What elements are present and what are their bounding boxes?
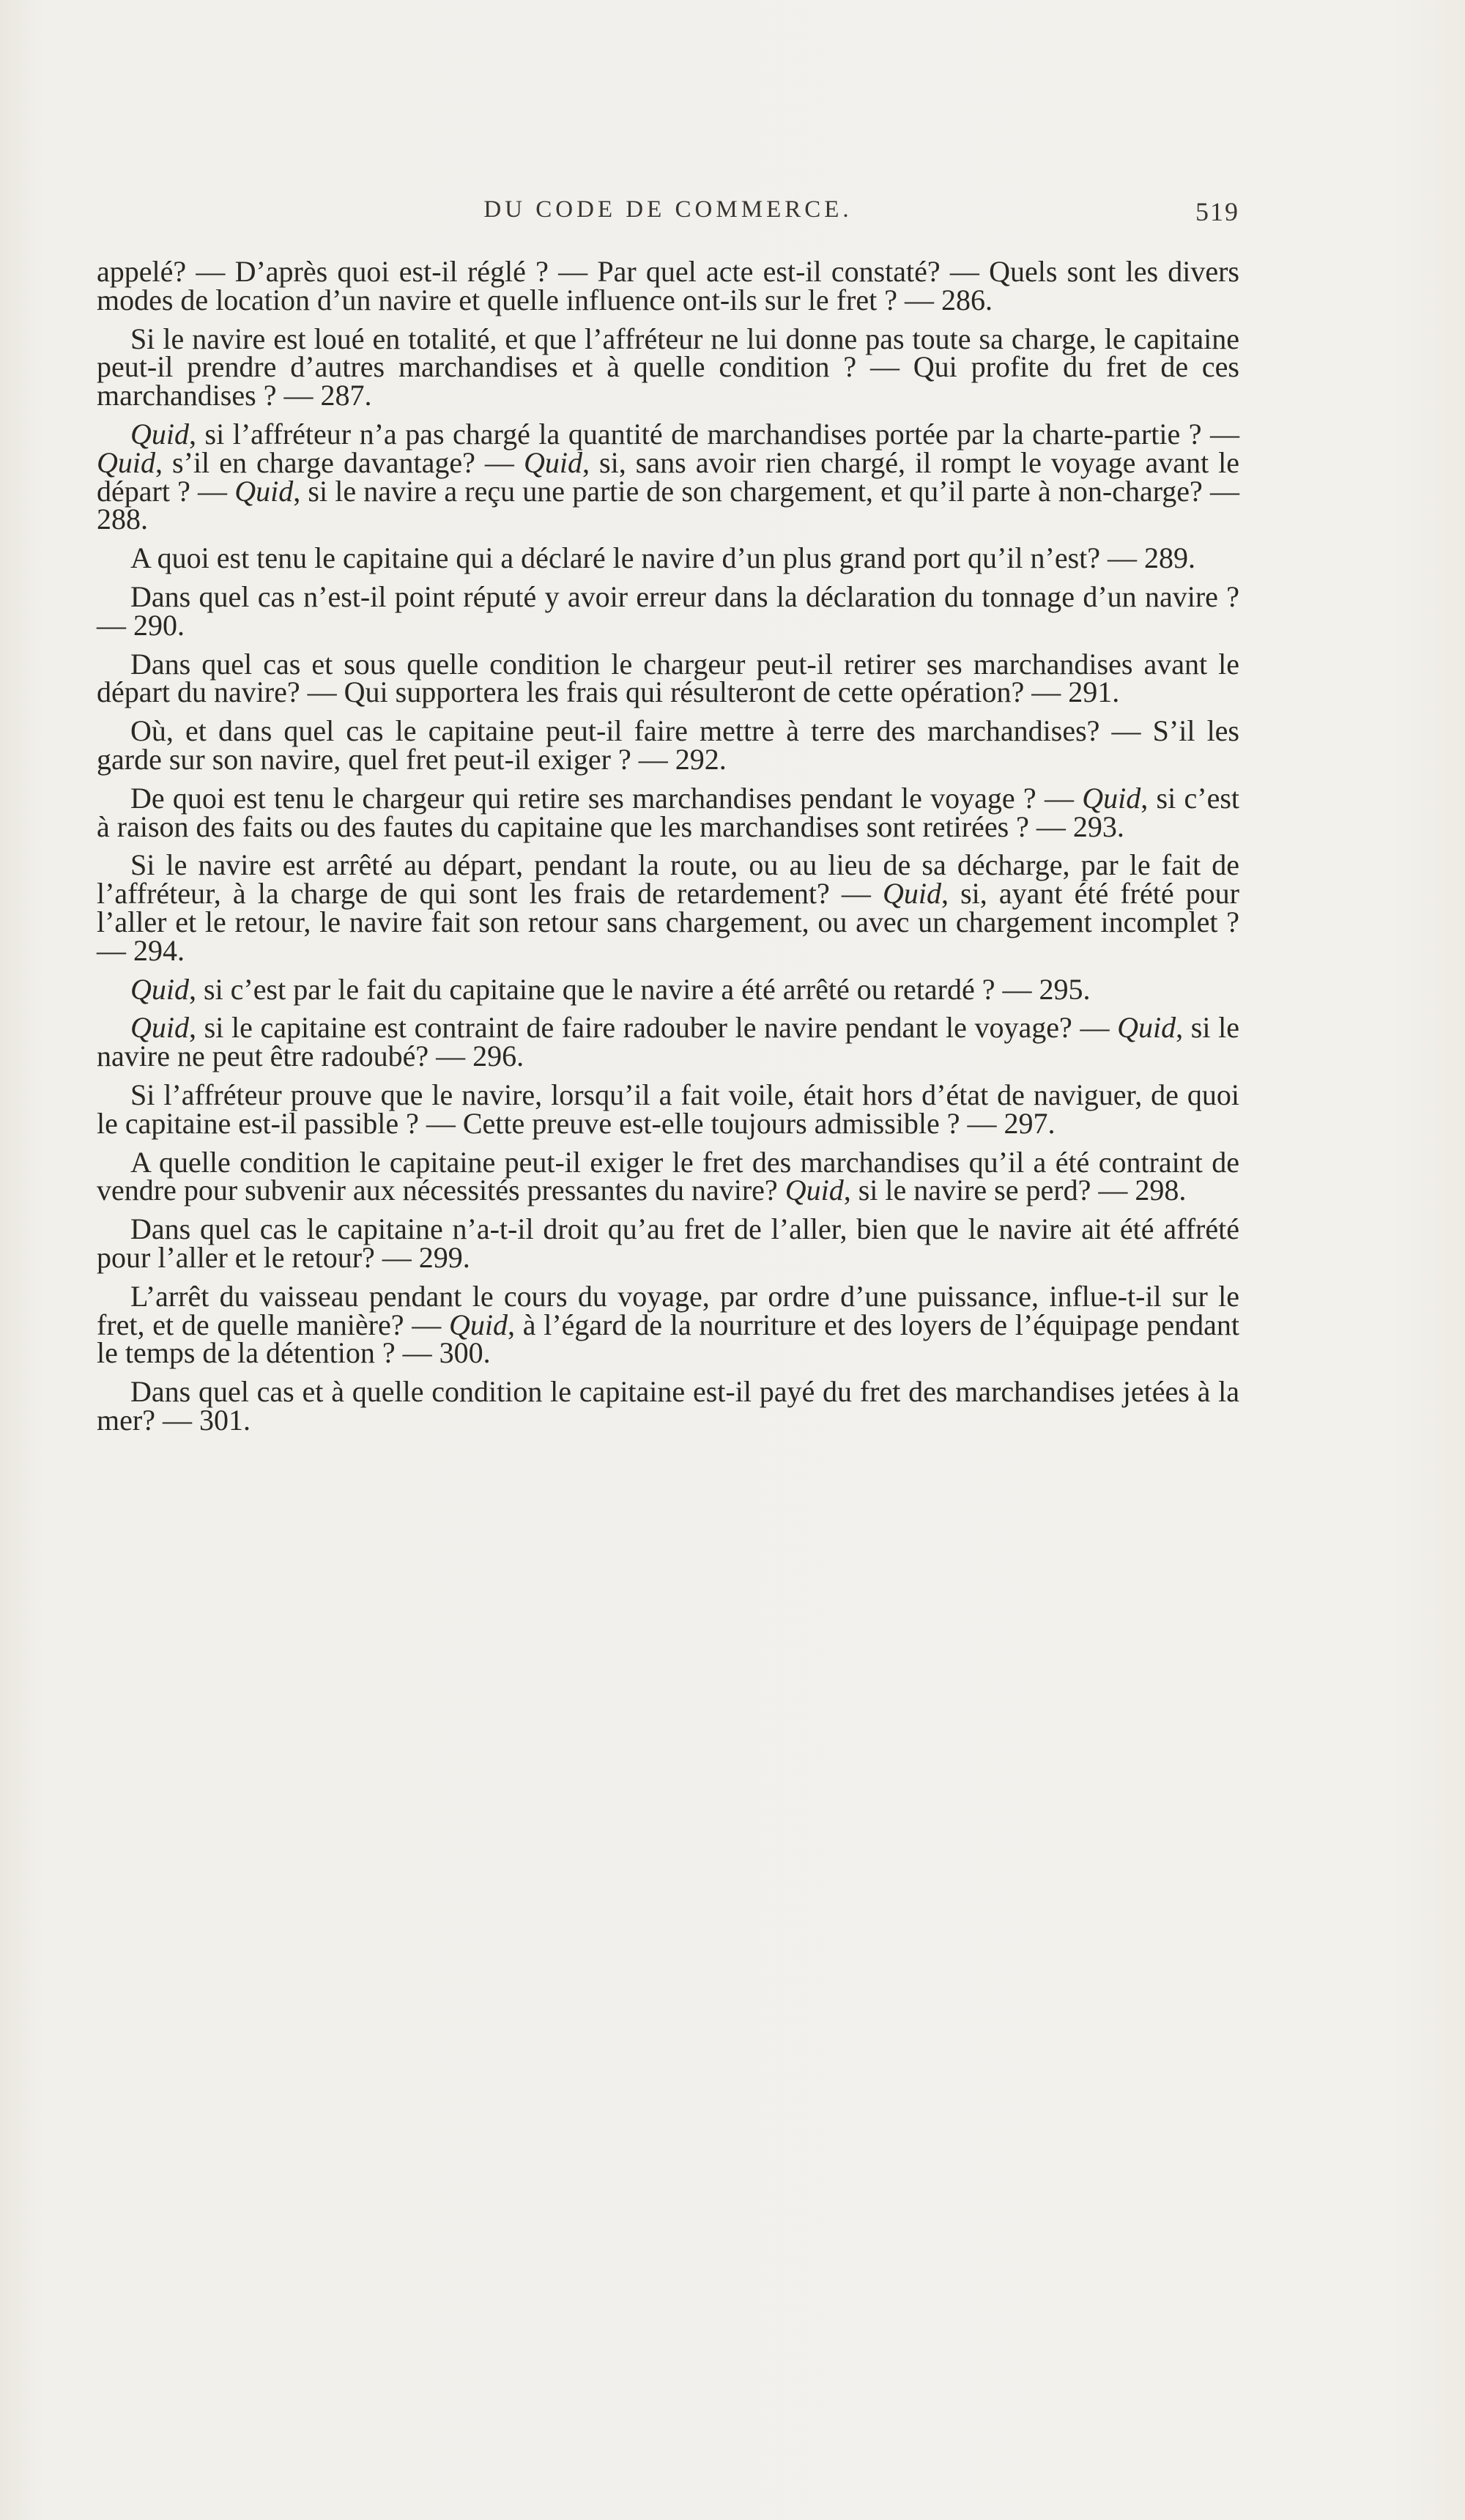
text-run: , à l’égard de la nourriture et des loyers de l’équipage pendant le temps de la détention ? — 300. [97, 1308, 1239, 1370]
page-number: 519 [1195, 197, 1239, 226]
question-paragraph [97, 541, 1239, 575]
text-run: , si le navire ne peut être radoubé? — 296. [97, 1011, 1240, 1073]
body-text [97, 255, 1240, 1445]
text-run: , s’il en charge davantage? — [155, 445, 524, 479]
italic-term: Quid [1117, 1011, 1176, 1045]
italic-term: Quid [130, 972, 189, 1006]
question-paragraph [97, 417, 1240, 536]
question-paragraph [97, 1011, 1240, 1073]
text-run: Si l’affréteur prouve que le navire, lorsqu’il a fait voile, était hors d’état de naviguer, de quoi le capitaine est-il passible ? — Cette preuve est-elle toujours admissible ? — 297. [97, 1078, 1239, 1140]
question-paragraph [97, 647, 1239, 709]
text-run: A quoi est tenu le capitaine qui a déclaré le navire d’un plus grand port qu’il n’est? — 289. [130, 541, 1196, 575]
text-run: , si, sans avoir rien chargé, il rompt le voyage avant le départ ? — [97, 445, 1240, 508]
italic-term: Quid [97, 445, 155, 479]
text-run: Dans quel cas le capitaine n’a-t-il droit qu’au fret de l’aller, bien que le navire ait été affrété pour l’aller et le retour? — 299. [97, 1212, 1239, 1274]
question-paragraph [97, 1279, 1239, 1370]
question-paragraph [97, 848, 1239, 967]
text-run: , si le capitaine est contraint de faire radouber le navire pendant le voyage? — [189, 1011, 1118, 1045]
italic-term: Quid [523, 445, 582, 479]
text-run: , si, ayant été frété pour l’aller et le retour, le navire fait son retour sans chargement, ou avec un chargement incomplet ? — 294. [97, 877, 1239, 967]
italic-term: Quid [130, 1011, 189, 1045]
text-run: Où, et dans quel cas le capitaine peut-il faire mettre à terre des marchandises? — S’il les garde sur son navire, quel fret peut-il exiger ? — 292. [97, 714, 1239, 776]
text-run: , si le navire se perd? — 298. [843, 1174, 1187, 1207]
text-run: Dans quel cas et à quelle condition le capitaine est-il payé du fret des marchandises jetées à la mer? — 301. [97, 1375, 1239, 1437]
text-run: L’arrêt du vaisseau pendant le cours du voyage, par ordre d’une puissance, influe-t-il sur le fret, et de quelle manière? — [97, 1279, 1239, 1341]
question-paragraph [97, 714, 1239, 776]
question-paragraph [97, 255, 1239, 316]
question-paragraph [97, 1078, 1239, 1140]
text-run: , si c’est par le fait du capitaine que le navire a été arrêté ou retardé ? — 295. [189, 972, 1091, 1006]
italic-term: Quid [785, 1174, 844, 1207]
page-header [97, 196, 1239, 233]
italic-term: Quid [448, 1308, 508, 1341]
question-paragraph [97, 972, 1239, 1006]
italic-term: Quid [883, 877, 941, 911]
question-paragraph [97, 1375, 1239, 1437]
question-paragraph [97, 1145, 1239, 1207]
text-run: , si l’affréteur n’a pas chargé la quantité de marchandises portée par la charte-partie ? — [189, 417, 1239, 451]
text-run: , si c’est à raison des faits ou des fautes du capitaine que les marchandises sont retirées ? — 293. [97, 781, 1240, 843]
running-head: DU CODE DE COMMERCE. [483, 196, 853, 223]
italic-term: Quid [1082, 781, 1141, 815]
text-run: Si le navire est arrêté au départ, pendant la route, ou au lieu de sa décharge, par le fait de l’affréteur, à la charge de qui sont les frais de retardement? — [97, 848, 1239, 911]
question-paragraph [97, 579, 1239, 642]
italic-term: Quid [234, 474, 294, 508]
question-paragraph [97, 781, 1240, 843]
text-run: De quoi est tenu le chargeur qui retire ses marchandises pendant le voyage ? — [130, 781, 1083, 815]
text-run: Si le navire est loué en totalité, et que l’affréteur ne lui donne pas toute sa charge, le capitaine peut-il prendre d’autres marchandises et à quelle condition ? — Qui profite du fret de ces marchandises ? — 287. [97, 322, 1239, 412]
text-run: Dans quel cas n’est-il point réputé y avoir erreur dans la déclaration du tonnage d’un navire ? — 290. [97, 579, 1239, 642]
text-run: Dans quel cas et sous quelle condition le chargeur peut-il retirer ses marchandises avant le départ du navire? — Qui supportera les frais qui résulteront de cette opération? — 291. [97, 647, 1239, 709]
text-run: , si le navire a reçu une partie de son chargement, et qu’il parte à non-charge? — 288. [97, 474, 1239, 536]
question-paragraph [97, 1212, 1239, 1274]
question-paragraph [97, 322, 1239, 412]
text-run: appelé? — D’après quoi est-il réglé ? — Par quel acte est-il constaté? — Quels sont les divers modes de location d’un navire et quelle influence ont-ils sur le fret ? — 286. [97, 255, 1239, 316]
text-run: A quelle condition le capitaine peut-il exiger le fret des marchandises qu’il a été contraint de vendre pour subvenir aux nécessités pressantes du navire? [97, 1145, 1239, 1207]
italic-term: Quid [130, 417, 189, 451]
